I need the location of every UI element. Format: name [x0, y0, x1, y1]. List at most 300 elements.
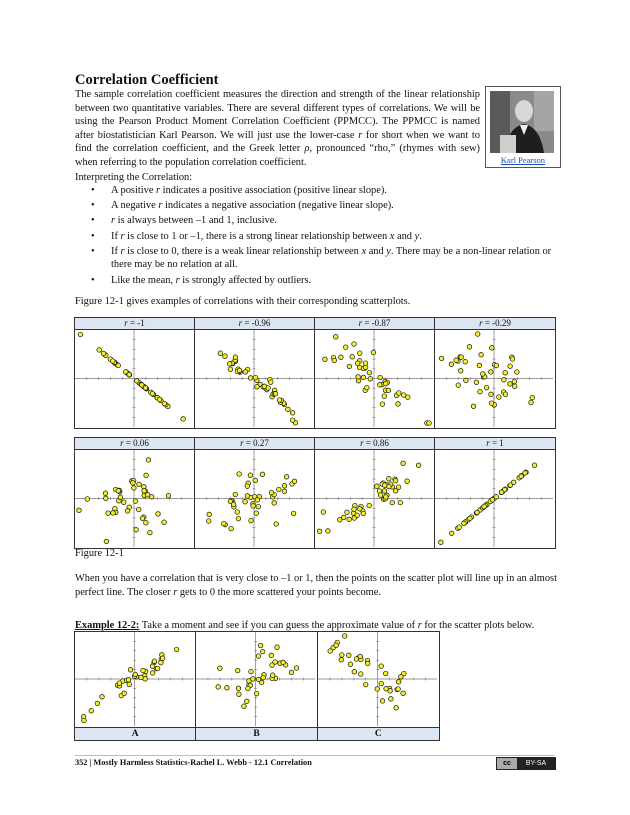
- data-point: [464, 378, 469, 383]
- data-point: [386, 388, 391, 393]
- scatter-cell: [75, 450, 195, 548]
- data-point: [482, 504, 487, 509]
- data-point: [489, 392, 494, 397]
- data-point: [363, 361, 368, 366]
- scatterplot: [435, 330, 553, 427]
- data-point: [206, 519, 211, 524]
- data-point: [478, 389, 483, 394]
- data-point: [152, 659, 157, 664]
- data-point: [358, 351, 363, 356]
- data-point: [259, 643, 264, 648]
- scatterplot: [318, 632, 437, 726]
- scatterplot: [315, 450, 433, 547]
- data-point: [272, 501, 277, 506]
- section-title: Correlation Coefficient: [75, 72, 219, 88]
- data-point: [532, 463, 537, 468]
- data-point: [342, 634, 347, 639]
- data-point: [122, 691, 127, 696]
- data-point: [104, 496, 109, 501]
- data-point: [321, 510, 326, 515]
- data-point: [475, 510, 480, 515]
- example-label: Example 12-2:: [75, 620, 140, 631]
- data-point: [341, 515, 346, 520]
- data-point: [523, 471, 528, 476]
- data-point: [281, 660, 286, 665]
- data-point: [156, 512, 161, 517]
- scatter-title: r = -1: [75, 318, 195, 330]
- data-point: [150, 671, 155, 676]
- data-point: [243, 499, 248, 504]
- data-point: [113, 506, 118, 511]
- scatter-cell: [435, 450, 555, 548]
- data-point: [269, 490, 274, 495]
- scatter-cell: [195, 450, 315, 548]
- data-point: [405, 479, 410, 484]
- data-point: [363, 682, 368, 687]
- data-point: [248, 473, 253, 478]
- data-point: [218, 351, 223, 356]
- data-point: [339, 653, 344, 658]
- example-scatter-cell: [75, 632, 196, 727]
- data-point: [223, 354, 228, 359]
- data-point: [269, 653, 274, 658]
- data-point: [384, 495, 389, 500]
- karl-pearson-photo: [490, 91, 554, 153]
- data-point: [379, 681, 384, 686]
- scatter-cell: [315, 330, 435, 428]
- data-point: [458, 369, 463, 374]
- data-point: [397, 391, 402, 396]
- data-point: [384, 381, 389, 386]
- scatter-cell: [315, 450, 435, 548]
- data-point: [251, 504, 256, 509]
- data-point: [396, 680, 401, 685]
- data-point: [274, 522, 279, 527]
- data-point: [449, 531, 454, 536]
- data-point: [427, 421, 432, 426]
- data-point: [245, 484, 250, 489]
- data-point: [354, 657, 359, 662]
- data-point: [348, 662, 353, 667]
- data-point: [125, 509, 130, 514]
- data-point: [140, 516, 145, 521]
- data-point: [245, 494, 250, 499]
- data-point: [350, 354, 355, 359]
- data-point: [477, 363, 482, 368]
- scatter-title: r = 0.27: [195, 438, 315, 450]
- data-point: [508, 382, 513, 387]
- example-label-c: C: [318, 727, 439, 740]
- data-point: [529, 400, 534, 405]
- data-point: [339, 658, 344, 663]
- data-point: [237, 472, 242, 477]
- data-point: [449, 362, 454, 367]
- data-point: [475, 332, 480, 337]
- data-point: [225, 685, 230, 690]
- scatterplot: [75, 330, 193, 427]
- data-point: [277, 398, 282, 403]
- data-point: [236, 516, 241, 521]
- data-point: [256, 504, 261, 509]
- data-point: [78, 332, 83, 337]
- data-point: [128, 668, 133, 673]
- data-point: [143, 386, 148, 391]
- data-point: [387, 689, 392, 694]
- data-point: [253, 478, 258, 483]
- data-point: [292, 479, 297, 484]
- data-point: [471, 404, 476, 409]
- data-point: [134, 528, 139, 533]
- data-point: [126, 678, 131, 683]
- bullet-item: • Like the mean, r is strongly affected by outliers.: [75, 274, 560, 288]
- data-point: [251, 677, 256, 682]
- data-point: [371, 350, 376, 355]
- data-point: [367, 503, 372, 508]
- data-point: [137, 482, 142, 487]
- cc-by-sa-badge[interactable]: [496, 757, 556, 770]
- data-point: [216, 685, 221, 690]
- data-point: [262, 384, 267, 389]
- data-point: [512, 379, 517, 384]
- data-point: [508, 483, 513, 488]
- data-point: [383, 671, 388, 676]
- bullet-item: • A positive r indicates a positive association (positive linear slope).: [75, 184, 560, 198]
- example-text: Take a moment and see if you can guess the approximate value of r for the scatter plots below.: [139, 620, 535, 631]
- data-point: [439, 540, 444, 545]
- data-point: [117, 681, 122, 686]
- data-point: [290, 411, 295, 416]
- data-point: [352, 342, 357, 347]
- data-point: [479, 352, 484, 357]
- data-point: [270, 663, 275, 668]
- data-point: [150, 391, 155, 396]
- data-point: [136, 507, 141, 512]
- data-point: [400, 691, 405, 696]
- data-point: [255, 691, 260, 696]
- data-point: [150, 664, 155, 669]
- data-point: [398, 500, 403, 505]
- bullet-item: • r is always between –1 and 1, inclusive.: [75, 214, 560, 228]
- figure-intro: Figure 12-1 gives examples of correlations with their corresponding scatterplots.: [75, 296, 411, 307]
- data-point: [352, 669, 357, 674]
- data-point: [467, 345, 472, 350]
- data-point: [393, 706, 398, 711]
- data-point: [416, 463, 421, 468]
- data-point: [490, 498, 495, 503]
- data-point: [401, 671, 406, 676]
- data-point: [357, 365, 362, 370]
- data-point: [269, 380, 274, 385]
- data-point: [456, 383, 461, 388]
- scatterplot: [195, 450, 313, 547]
- data-point: [233, 355, 238, 360]
- data-point: [401, 393, 406, 398]
- page-footer: 352 | Mostly Harmless Statistics-Rachel L. Webb - 12.1 Correlation: [75, 758, 312, 767]
- data-point: [497, 395, 502, 400]
- data-point: [503, 392, 508, 397]
- data-point: [231, 502, 236, 507]
- data-point: [530, 395, 535, 400]
- data-point: [106, 511, 111, 516]
- data-point: [439, 356, 444, 361]
- data-point: [361, 375, 366, 380]
- data-point: [141, 668, 146, 673]
- data-point: [104, 539, 109, 544]
- data-point: [332, 358, 337, 363]
- bullet-item: • If r is close to 0, there is a weak linear relationship between x and y. There may be a non-linear relation or there may be no relation at all.: [75, 245, 560, 272]
- data-point: [146, 458, 151, 463]
- data-point: [228, 367, 233, 372]
- data-point: [155, 666, 160, 671]
- data-point: [290, 418, 295, 423]
- data-point: [162, 401, 167, 406]
- data-point: [124, 370, 129, 375]
- data-point: [237, 368, 242, 373]
- data-point: [379, 664, 384, 669]
- correlation-row-negative: [74, 317, 556, 429]
- data-point: [159, 660, 164, 665]
- figure-label: Figure 12-1: [75, 548, 124, 559]
- scatter-title: r = -0.96: [195, 318, 315, 330]
- data-point: [82, 718, 87, 723]
- data-point: [339, 355, 344, 360]
- data-point: [218, 666, 223, 671]
- data-point: [253, 375, 258, 380]
- data-point: [127, 682, 132, 687]
- data-point: [89, 708, 94, 713]
- license-label: BY-SA: [517, 758, 555, 769]
- data-point: [255, 384, 260, 389]
- data-point: [100, 695, 105, 700]
- data-point: [181, 417, 186, 422]
- data-point: [457, 525, 462, 530]
- data-point: [380, 402, 385, 407]
- cc-icon: cc: [497, 758, 517, 769]
- example-scatter-cell: [318, 632, 439, 727]
- data-point: [512, 384, 517, 389]
- scatter-title: r = -0.29: [435, 318, 555, 330]
- data-point: [352, 507, 357, 512]
- data-point: [367, 370, 372, 375]
- data-point: [489, 401, 494, 406]
- scatter-title: r = 1: [435, 438, 555, 450]
- data-point: [282, 489, 287, 494]
- data-point: [494, 363, 499, 368]
- close-paragraph: When you have a correlation that is very close to –1 or 1, then the points on the scatter plot will line up in an almost perfect line. The closer r gets to 0 the more scattered your points become.: [75, 573, 557, 598]
- scatterplot: [196, 632, 315, 726]
- example-scatter-panel: [74, 631, 440, 741]
- data-point: [291, 511, 296, 516]
- scatterplot: [195, 330, 313, 427]
- data-point: [365, 385, 370, 390]
- data-point: [387, 476, 392, 481]
- data-point: [490, 346, 495, 351]
- data-point: [233, 492, 238, 497]
- data-point: [237, 686, 242, 691]
- data-point: [242, 704, 247, 709]
- data-point: [135, 379, 140, 384]
- data-point: [401, 461, 406, 466]
- data-point: [257, 654, 262, 659]
- portrait-caption-link[interactable]: Karl Pearson: [500, 155, 546, 165]
- scatter-title: r = -0.87: [315, 318, 435, 330]
- data-point: [503, 370, 508, 375]
- data-point: [144, 520, 149, 525]
- data-point: [131, 481, 136, 486]
- data-point: [317, 529, 322, 534]
- data-point: [355, 513, 360, 518]
- data-point: [378, 375, 383, 380]
- scatterplot: [75, 632, 194, 726]
- data-point: [499, 490, 504, 495]
- intro-paragraph: The sample correlation coefficient measures the direction and strength of the linear relationship between two quantitative variables. There are several different types of correlations. We will be using the Pearson Product Moment Correlation Coefficient (PPMCC). The PPMCC is named after biostatistician Karl Pearson. We will just use the lower-case r for short when we want to find the correlation coefficient, and the Greek letter ρ, pronounced “rho,” (rhymes with sew) when referring to the population correlation coefficient.: [75, 89, 481, 168]
- data-point: [103, 491, 108, 496]
- data-point: [249, 518, 254, 523]
- data-point: [271, 673, 276, 678]
- data-point: [261, 649, 266, 654]
- data-point: [236, 668, 241, 673]
- data-point: [237, 692, 242, 697]
- scatter-cell: [75, 330, 195, 428]
- data-point: [474, 380, 479, 385]
- correlation-row-positive: [74, 437, 556, 549]
- data-point: [346, 653, 351, 658]
- data-point: [97, 348, 102, 353]
- data-point: [207, 512, 212, 517]
- data-point: [382, 489, 387, 494]
- data-point: [111, 511, 116, 516]
- data-point: [484, 385, 489, 390]
- data-point: [284, 475, 289, 480]
- example-scatter-cell: [196, 632, 317, 727]
- data-point: [347, 517, 352, 522]
- data-point: [118, 495, 123, 500]
- data-point: [295, 666, 300, 671]
- portrait-image: [490, 91, 554, 153]
- example-label-b: B: [196, 727, 317, 740]
- data-point: [345, 510, 350, 515]
- data-point: [387, 484, 392, 489]
- data-point: [355, 361, 360, 366]
- data-point: [375, 484, 380, 489]
- scatterplot: [75, 450, 193, 547]
- data-point: [290, 670, 295, 675]
- data-point: [343, 345, 348, 350]
- data-point: [133, 499, 138, 504]
- data-point: [260, 472, 265, 477]
- data-point: [116, 489, 121, 494]
- data-point: [361, 511, 366, 516]
- data-point: [273, 392, 278, 397]
- data-point: [378, 493, 383, 498]
- data-point: [510, 357, 515, 362]
- data-point: [481, 372, 486, 377]
- data-point: [502, 378, 507, 383]
- data-point: [157, 397, 162, 402]
- data-point: [282, 484, 287, 489]
- bullet-item: • A negative r indicates a negative association (negative linear slope).: [75, 199, 560, 213]
- data-point: [248, 376, 253, 381]
- footer-rule: [75, 755, 555, 756]
- data-point: [144, 473, 149, 478]
- data-point: [358, 507, 363, 512]
- data-point: [116, 363, 121, 368]
- data-point: [286, 407, 291, 412]
- data-point: [358, 672, 363, 677]
- scatterplot: [435, 450, 553, 547]
- data-point: [249, 669, 254, 674]
- data-point: [396, 402, 401, 407]
- data-point: [347, 364, 352, 369]
- data-point: [174, 647, 179, 652]
- data-point: [375, 687, 380, 692]
- data-point: [459, 355, 464, 360]
- interpreting-label: Interpreting the Correlation:: [75, 172, 193, 183]
- data-point: [323, 357, 328, 362]
- data-point: [145, 493, 150, 498]
- data-point: [254, 511, 259, 516]
- scatter-cell: [195, 330, 315, 428]
- data-point: [326, 529, 331, 534]
- data-point: [85, 497, 90, 502]
- data-point: [489, 370, 494, 375]
- data-point: [365, 661, 370, 666]
- portrait-frame: [485, 86, 561, 168]
- data-point: [356, 375, 361, 380]
- data-point: [508, 364, 513, 369]
- interpretation-list: [75, 184, 560, 289]
- data-point: [395, 687, 400, 692]
- data-point: [275, 645, 280, 650]
- data-point: [245, 699, 250, 704]
- data-point: [382, 394, 387, 399]
- data-point: [277, 487, 282, 492]
- data-point: [222, 521, 227, 526]
- bullet-item: • If r is close to 1 or –1, there is a strong linear relationship between x and y.: [75, 230, 560, 244]
- data-point: [132, 486, 137, 491]
- scatter-title: r = 0.86: [315, 438, 435, 450]
- scatterplot: [315, 330, 433, 427]
- data-point: [101, 351, 106, 356]
- data-point: [227, 362, 232, 367]
- data-point: [463, 359, 468, 364]
- data-point: [246, 686, 251, 691]
- example-label-a: A: [75, 727, 196, 740]
- data-point: [243, 370, 248, 375]
- scatter-cell: [435, 330, 555, 428]
- data-point: [334, 335, 339, 340]
- data-point: [142, 489, 147, 494]
- data-point: [166, 493, 171, 498]
- data-point: [111, 359, 116, 364]
- data-point: [333, 643, 338, 648]
- data-point: [378, 383, 383, 388]
- data-point: [95, 701, 100, 706]
- data-point: [148, 530, 153, 535]
- scatter-title: r = 0.06: [75, 438, 195, 450]
- data-point: [468, 516, 473, 521]
- data-point: [515, 370, 520, 375]
- data-point: [390, 500, 395, 505]
- data-point: [519, 474, 524, 479]
- data-point: [393, 478, 398, 483]
- data-point: [229, 526, 234, 531]
- data-point: [368, 377, 373, 382]
- data-point: [255, 498, 260, 503]
- data-point: [462, 521, 467, 526]
- data-point: [380, 699, 385, 704]
- data-point: [139, 675, 144, 680]
